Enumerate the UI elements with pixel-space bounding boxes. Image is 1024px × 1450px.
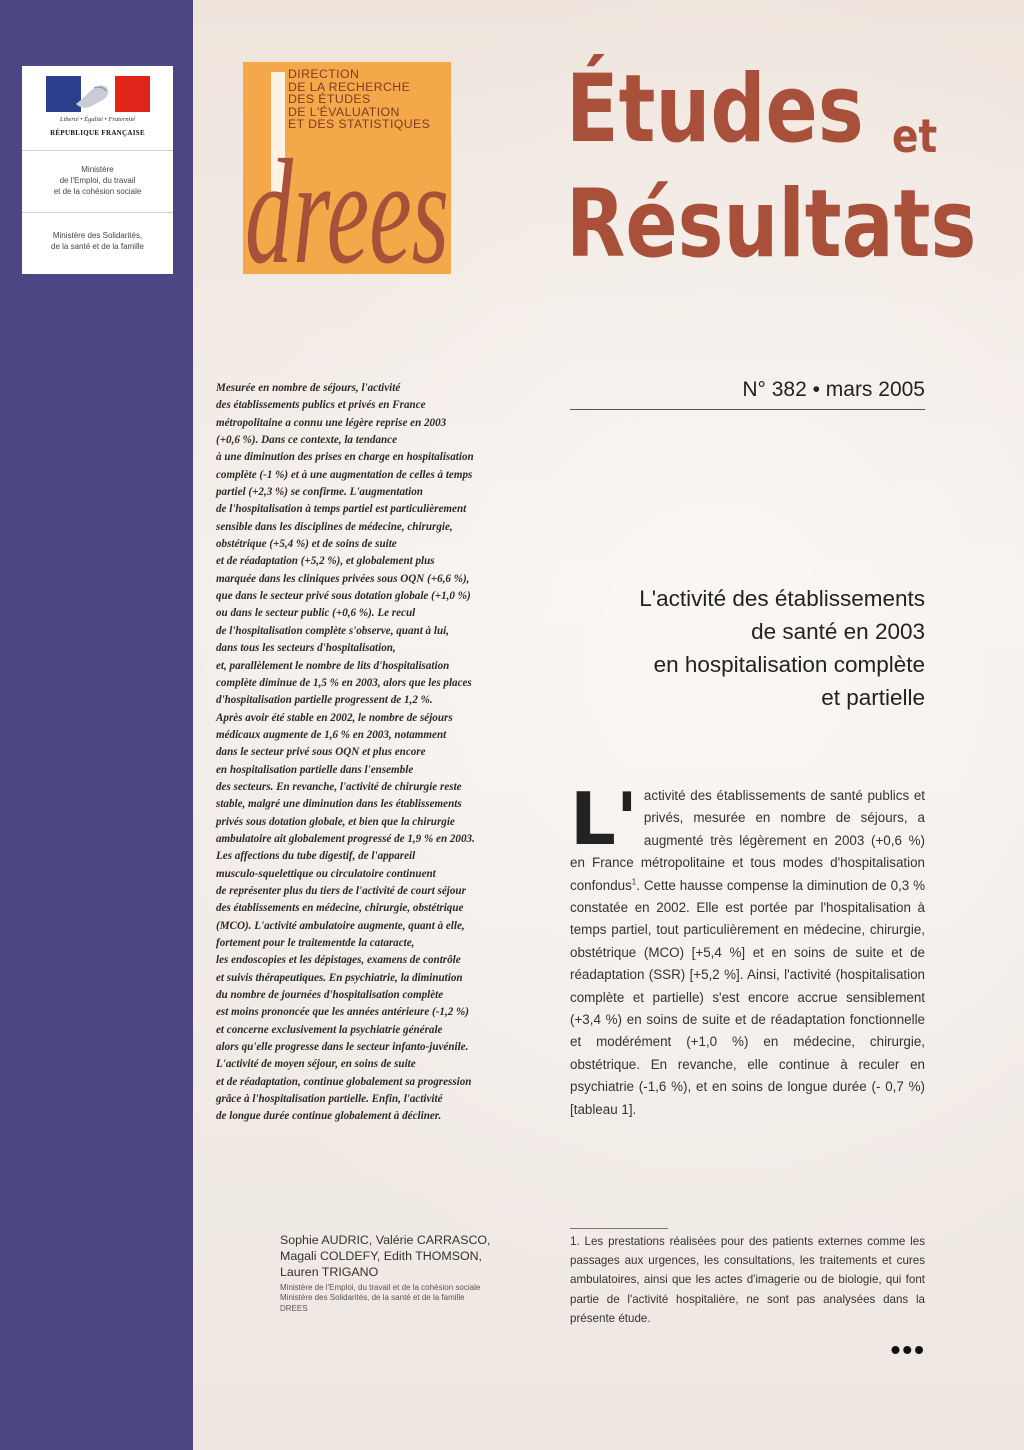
drees-logo [243, 62, 451, 295]
footnote: 1. Les prestations réalisées pour des patients externes comme les passages aux urgences, les consultations, les traitements et cures ambulatoires, ainsi que les actes d'imagerie ou de biologie, qui font partie de l'activité hospitalière, ne sont pas analysées dans la présente étude. [570, 1235, 925, 1325]
article-body [570, 777, 925, 1121]
marianne-flag-icon [46, 76, 150, 112]
republic-name: RÉPUBLIQUE FRANÇAISE [50, 129, 145, 137]
abstract-summary: Mesurée en nombre de séjours, l'activité des établissements publics et privés en France métropolitaine a connu une légère reprise en 2003 (+0,6 %). Dans ce contexte, la tendance à une diminution des prises en charge en hospitalisation complète (-1 %) et à une augmentation de celles à temps partiel (+2,3 %) se confirme. L'augmentation de l'hospitalisation à temps partiel est particulièrement sensible dans les disciplines de médecine, chirurgie, obstétrique (+5,4 %) et de soins de suite et de réadaptation (+5,2 %), et globalement plus marquée dans les cliniques privées sous OQN (+6,6 %), que dans le secteur privé sous dotation globale (+1,0 %) ou dans le secteur public (+0,6 %). Le recul de l'hospitalisation complète s'observe, quant à lui, dans tous les secteurs d'hospitalisation, et, parallèlement le nombre de lits d'hospitalisation complète diminue de 1,5 % en 2003, alors que les places d'hospitalisation partielle progressent de 1,2 %. Après avoir été stable en 2002, le nombre de séjours médicaux augmente de 1,6 % en 2003, notamment dans le secteur privé sous OQN et plus encore en hospitalisation partielle dans l'ensemble des secteurs. En revanche, l'activité de chirurgie reste stable, malgré une diminution dans les établissements privés sous dotation globale, et bien que la chirurgie ambulatoire ait globalement progressé de 1,9 % en 2003. Les affections du tube digestif, de l'appareil musculo-squelettique ou circulatoire continuent de représenter plus du tiers de l'activité de court séjour des établissements en médecine, chirurgie, obstétrique (MCO). L'activité ambulatoire augmente, quant à elle, fortement pour le traitementde la cataracte, les endoscopies et les dépistages, examens de contrôle et suivis thérapeutiques. En psychiatrie, la diminution du nombre de journées d'hospitalisation complète est moins prononcée que les années antérieure (-1,2 %) et concerne exclusivement la psychiatrie générale alors qu'elle progresse dans le secteur infanto-juvénile. L'activité de moyen séjour, en soins de suite et de réadaptation, continue globalement sa progression grâce à l'hospitalisation partielle. Enfin, l'activité de longue durée continue globalement à décliner. [216, 382, 475, 1123]
author-affiliation: Ministère de l'Emploi, du travail et de la cohésion sociale Ministère des Solidarités, de la santé et de la famille DREES [280, 1283, 481, 1313]
body-paragraph-end: . Cette hausse compense la diminution de 0,3 % constatée en 2002. Elle est portée par l'hospitalisation à temps partiel, tout particulièrement en médecine, chirurgie, obstétrique (MCO) [+5,4 %] et en soins de suite et de réadaptation (SSR) [+5,2 %]. Ainsi, l'activité (hospitalisation complète et partielle) s'est encore accrue sensiblement (+3,4 %) en soins de suite et de réadaptation fonctionnelle et modérément (+1,0 %) en médecine, chirurgie, obstétrique. En revanche, elle continue à reculer en psychiatrie (-1,6 %), et en soins de longue durée (- 0,7 %) [tableau 1]. [570, 877, 925, 1117]
footnote-divider [570, 1228, 668, 1229]
publication-title-etudes: Études [566, 55, 864, 164]
issue-divider [570, 409, 925, 410]
republic-logo [22, 66, 173, 151]
drop-cap: L' [570, 777, 638, 861]
issue-number: N° 382 • mars 2005 [742, 378, 925, 401]
drees-full-name: DIRECTION DE LA RECHERCHE DES ÉTUDES DE L'ÉVALUATION ET DES STATISTIQUES [288, 67, 431, 132]
publication-title-et: et [892, 109, 938, 163]
svg-text:drees: drees [245, 129, 449, 295]
left-sidebar [0, 0, 193, 1450]
footnote-reference: 1 [631, 877, 637, 887]
republic-motto: Liberté • Égalité • Fraternité [59, 116, 136, 123]
divider [22, 212, 173, 213]
government-logo-box [22, 66, 173, 274]
ministry-employment: Ministère de l'Emploi, du travail et de la cohésion sociale [53, 165, 142, 196]
article-title: L'activité des établissements de santé en 2003 en hospitalisation complète et partielle [639, 586, 925, 710]
ministry-solidarity: Ministère des Solidarités, de la santé et de la famille [51, 231, 144, 251]
continuation-marker: ••• [890, 1334, 926, 1365]
publication-title-resultats: Résultats [566, 170, 977, 279]
author-list: Sophie AUDRIC, Valérie CARRASCO, Magali COLDEFY, Edith THOMSON, Lauren TRIGANO [280, 1233, 491, 1280]
body-paragraph-start: activité des établissements de santé publics et privés, mesurée en nombre de séjours, a augmenté très légèrement en 2003 (+0,6 %) en France métropolitaine et tous modes d'hospitalisation confondus [570, 788, 925, 893]
